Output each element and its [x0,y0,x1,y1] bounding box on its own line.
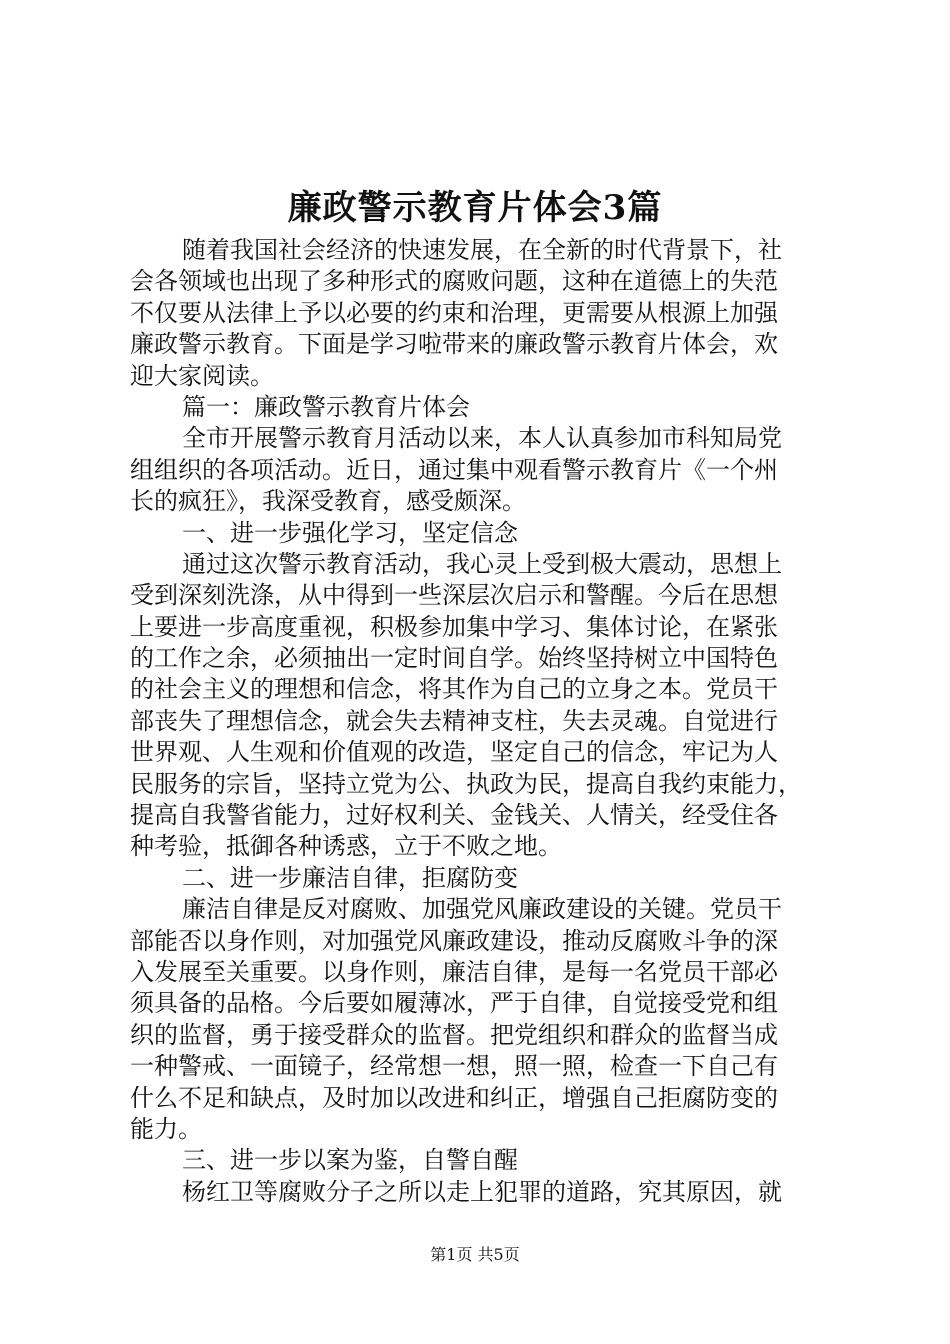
paragraph-line: 入发展至关重要。以身作则，廉洁自律，是每一名党员干部必 [130,957,778,986]
paragraph-line: 迎大家阅读。 [130,361,274,390]
paragraph-line: 提高自我警省能力，过好权利关、金钱关、人情关，经受住各 [130,801,778,830]
paragraph-first-line: 通过这次警示教育活动，我心灵上受到极大震动，思想上 [182,549,782,578]
paragraph-first-line: 全市开展警示教育月活动以来，本人认真参加市科知局党 [182,424,782,453]
paragraph-line: 部丧失了理想信念，就会失去精神支柱，失去灵魂。自觉进行 [130,706,778,735]
paragraph-line: 部能否以身作则，对加强党风廉政建设，推动反腐败斗争的深 [130,926,778,955]
paragraph-first-line: 篇一：廉政警示教育片体会 [182,392,470,421]
paragraph-first-line: 二、进一步廉洁自律，拒腐防变 [182,863,518,892]
paragraph-line: 上要进一步高度重视，积极参加集中学习、集体讨论，在紧张 [130,612,778,641]
paragraph-line: 民服务的宗旨，坚持立党为公、执政为民，提高自我约束能力， [130,769,802,798]
document-body [130,235,830,1208]
paragraph-line: 种考验，抵御各种诱惑，立于不败之地。 [130,832,562,861]
paragraph-line: 的工作之余，必须抽出一定时间自学。始终坚持树立中国特色 [130,644,778,673]
paragraph-first-line: 一、进一步强化学习，坚定信念 [182,518,518,547]
paragraph-first-line: 三、进一步以案为鉴，自警自醒 [182,1146,518,1175]
paragraph-line: 会各领域也出现了多种形式的腐败问题，这种在道德上的失范 [130,267,778,296]
paragraph-line: 须具备的品格。今后要如履薄冰，严于自律，自觉接受党和组 [130,989,778,1018]
document-title: 廉政警示教育片体会3篇 [287,188,663,228]
paragraph-first-line: 随着我国社会经济的快速发展，在全新的时代背景下，社 [182,236,782,264]
paragraph-line: 廉政警示教育。下面是学习啦带来的廉政警示教育片体会，欢 [130,330,778,359]
paragraph-first-line: 廉洁自律是反对腐败、加强党风廉政建设的关键。党员干 [182,895,782,924]
paragraph-line: 长的疯狂》，我深受教育，感受颇深。 [130,487,526,516]
paragraph-line: 世界观、人生观和价值观的改造，坚定自己的信念，牢记为人 [130,738,778,767]
paragraph-line: 受到深刻洗涤，从中得到一些深层次启示和警醒。今后在思想 [130,581,778,610]
paragraph-line: 什么不足和缺点，及时加以改进和纠正，增强自己拒腐防变的 [130,1083,778,1112]
paragraph-line: 的社会主义的理想和信念，将其作为自己的立身之本。党员干 [130,675,778,704]
page-footer: 第1页 共5页 [430,1245,520,1264]
paragraph-line: 一种警戒、一面镜子，经常想一想，照一照，检查一下自己有 [130,1052,778,1081]
paragraph-line: 组组织的各项活动。近日，通过集中观看警示教育片《一个州 [130,455,778,484]
paragraph-line: 能力。 [130,1114,202,1143]
paragraph-line: 不仅要从法律上予以必要的约束和治理，更需要从根源上加强 [130,298,778,327]
paragraph-line: 织的监督，勇于接受群众的监督。把党组织和群众的监督当成 [130,1020,778,1049]
paragraph-first-line: 杨红卫等腐败分子之所以走上犯罪的道路，究其原因，就 [182,1177,782,1206]
